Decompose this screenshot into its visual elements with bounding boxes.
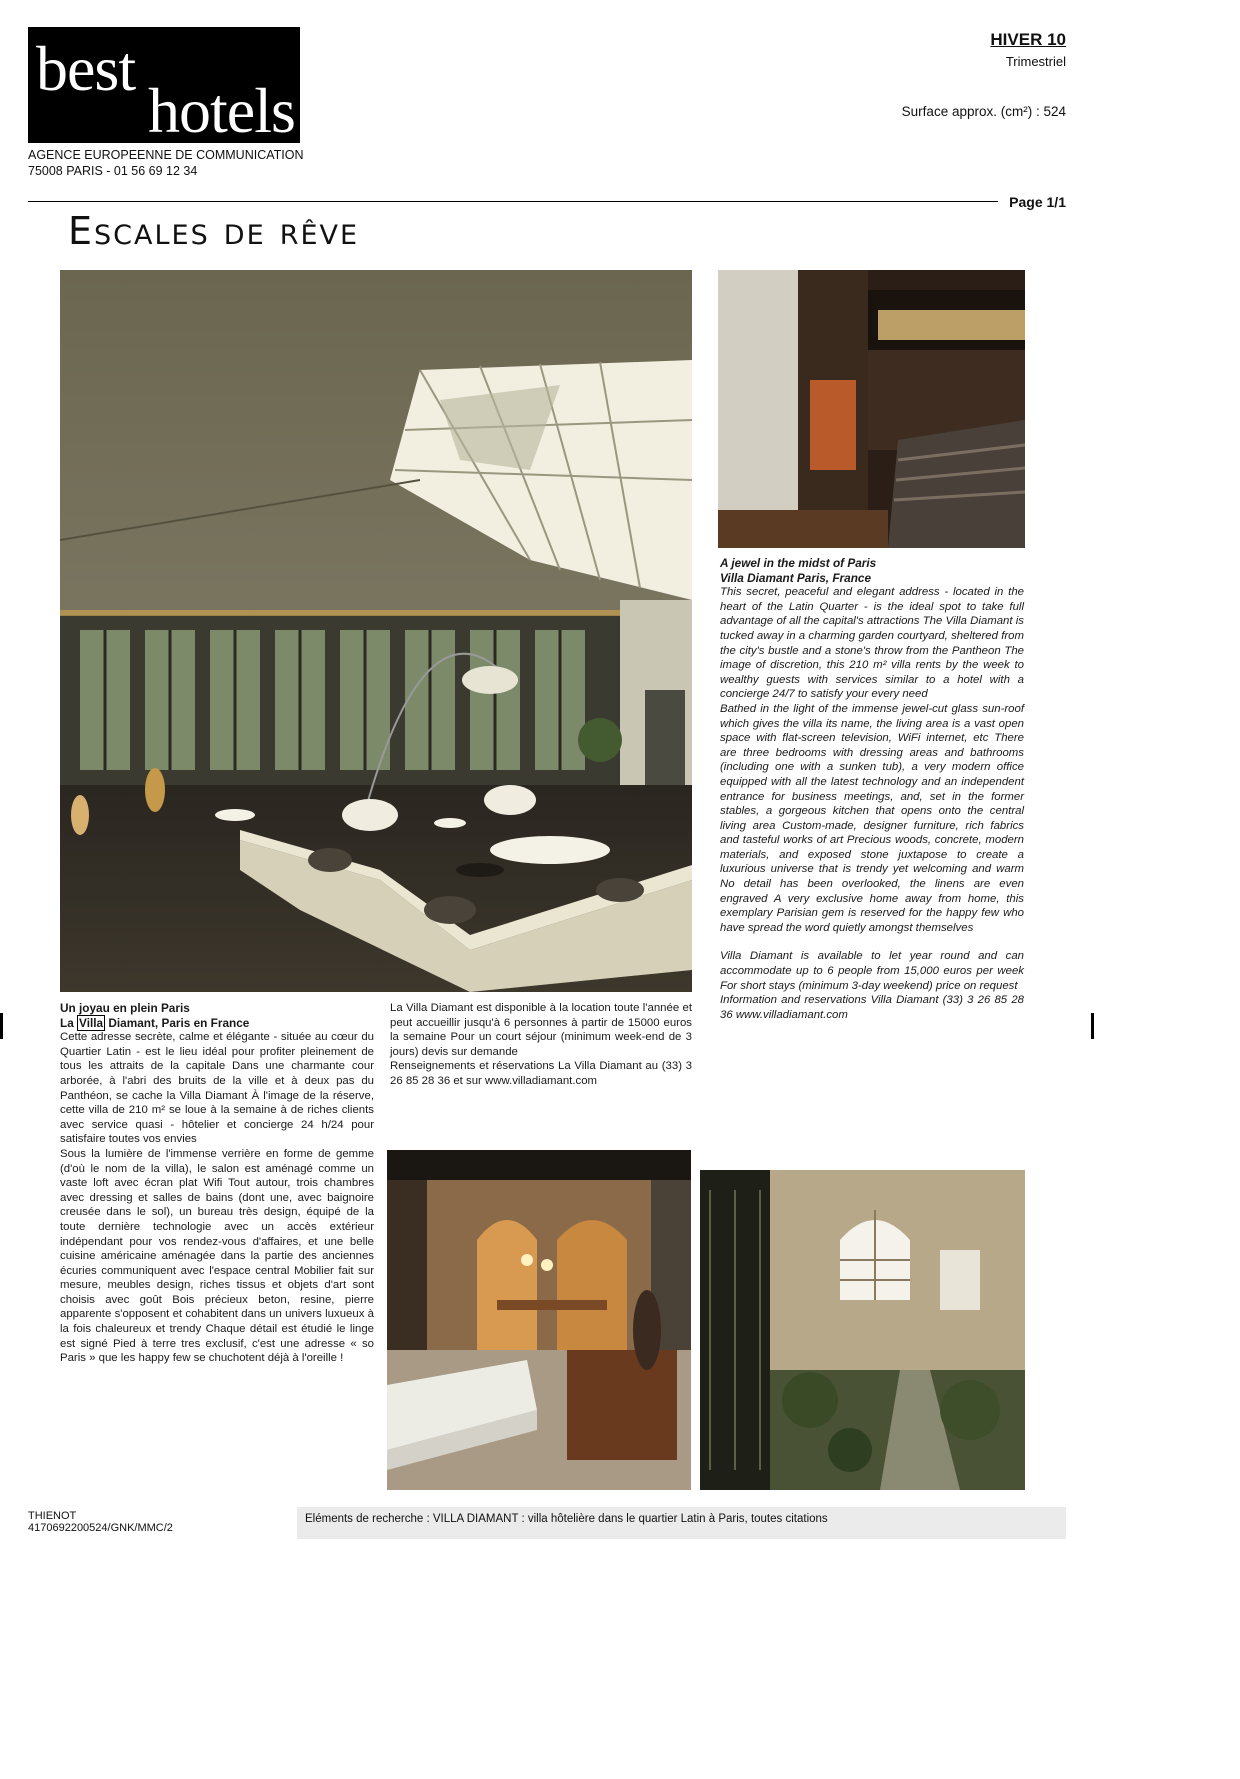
en-paragraph-2: Bathed in the light of the immense jewel-cut glass sun-roof which gives the villa its name, the living area is a vast open space with flat-screen television, WiFi internet, etc There are three bedrooms with dressing areas and bathrooms (including one with a sunken tub), a very modern office equipped with all the latest technology and an independent entrance for business meetings, and, set in the former stables, a gorgeous kitchen that opens onto the central living area Custom-made, designer furniture, rich fabrics and tasteful works of art Precious woods, concrete, modern materials, and exposed stone juxtapose to create a luxurious universe that is trendy yet welcoming and warm No detail has been overlooked, the linens are even engraved A very exclusive home away from home, this exemplary Parisian gem is reserved for the happy few who have spread the word quietly amongst themselves <box>720 702 1024 934</box>
en-heading: A jewel in the midst of Paris <box>720 556 877 570</box>
fr-heading: Un joyau en plein Paris <box>60 1001 190 1015</box>
bedroom-photo <box>718 270 1025 548</box>
footer-agency: THIENOT <box>28 1510 77 1522</box>
fr-paragraph-2: Sous la lumière de l'immense verrière en forme de gemme (d'où le nom de la villa), le salon est aménagé comme un vaste loft avec écran plat Wifi Tout autour, trois chambres avec dressing et salles de bains (dont une, avec baignoire creusée dans le sol), un bureau très design, équipé de la toute dernière technologie avec un accès extérieur indépendant pour vos rendez-vous d'affaires, et une belle cuisine américaine aménagée dans la partie des anciennes écuries communiquent avec l'espace central Mobilier fait sur mesure, meubles design, riches tissus et objets d'art sont choisis avec goût Bois précieux beton, resine, pierre apparente s'opposent et cohabitent dans un univers luxueux à la fois chaleureux et trendy Chaque détail est étudié le linge est signé Pied à terre tres exclusif, c'est une adresse « so Paris » que les happy few se chuchotent déjà à l'oreille ! <box>60 1147 374 1365</box>
en-paragraph-4: Information and reservations Villa Diamant (33) 3 26 85 28 36 www.villadiamant.com <box>720 994 1024 1021</box>
logo-word-hotels: hotels <box>148 75 295 143</box>
french-text-column-2 <box>390 1001 692 1089</box>
best-hotels-logo <box>28 27 300 143</box>
fr-paragraph-3: La Villa Diamant est disponible à la location toute l'année et peut accueillir jusqu'à 6 personnes à partir de 15000 euros la semaine Pour un court séjour (minimum week-end de 3 jours) devis sur demande <box>390 1002 692 1058</box>
right-margin-mark <box>1091 1013 1094 1039</box>
en-paragraph-3: Villa Diamant is available to let year round and can accommodate up to 6 people from 15,000 euros per week For short stays (minimum 3-day weekend) price on request <box>720 950 1024 992</box>
agency-name: AGENCE EUROPEENNE DE COMMUNICATION <box>28 148 304 162</box>
edition-info <box>990 30 1066 69</box>
left-margin-mark <box>0 1013 3 1039</box>
agency-info <box>28 147 304 179</box>
french-text-column <box>60 1001 374 1366</box>
en-subheading: Villa Diamant Paris, France <box>720 570 872 585</box>
article-title: Escales de rêve <box>68 209 360 253</box>
edition-label: HIVER 10 <box>990 30 1066 49</box>
header-rule <box>28 201 998 202</box>
en-paragraph-1: This secret, peaceful and elegant address - located in the heart of the Latin Quarter - is the ideal spot to take full advantage of all the capital's attractions The Villa Diamant is tucked away in a charming garden courtyard, sheltered from the city's bustle and a stone's throw from the Pantheon The image of discretion, this 210 m² villa rents by the week to wealthy guests with services similar to a hotel with a concierge 24/7 to satisfy your every need <box>720 586 1024 701</box>
courtyard-photo <box>700 1170 1025 1490</box>
fr-subheading <box>60 1016 374 1031</box>
fr-subheading-highlight: Villa <box>79 1015 104 1030</box>
living-room-photo <box>60 270 692 992</box>
english-text-column <box>720 556 1024 1022</box>
fr-subheading-pre: La <box>60 1015 78 1030</box>
footer-source <box>28 1510 173 1534</box>
dining-room-photo <box>387 1150 691 1490</box>
fr-paragraph-1: Cette adresse secrète, calme et élégante - située au cœur du Quartier Latin - est le lieu idéal pour profiter pleinement de tous les attraits de la capitale Dans une charmante cour arborée, à l'abri des bruits de la ville et à deux pas du Panthéon, se cache la Villa Diamant À l'image de la réserve, cette villa de 210 m² se loue à la semaine à de riches clients avec service quasi - hôtelier et concierge 24 h/24 pour satisfaire toutes vos envies <box>60 1031 374 1146</box>
page-number: Page 1/1 <box>1009 194 1066 210</box>
surface-label: Surface approx. (cm²) : 524 <box>901 104 1066 119</box>
logo-word-best: best <box>36 33 136 104</box>
fr-paragraph-4: Renseignements et réservations La Villa Diamant au (33) 3 26 85 28 36 et sur www.villadiamant.com <box>390 1060 692 1087</box>
agency-address: 75008 PARIS - 01 56 69 12 34 <box>28 164 198 178</box>
fr-subheading-post: Diamant, Paris en France <box>105 1015 250 1030</box>
footer-reference: 4170692200524/GNK/MMC/2 <box>28 1522 173 1534</box>
frequency-label: Trimestriel <box>1005 54 1066 69</box>
search-keywords-bar: Eléments de recherche : VILLA DIAMANT : villa hôtelière dans le quartier Latin à Paris, toutes citations <box>297 1507 1066 1539</box>
